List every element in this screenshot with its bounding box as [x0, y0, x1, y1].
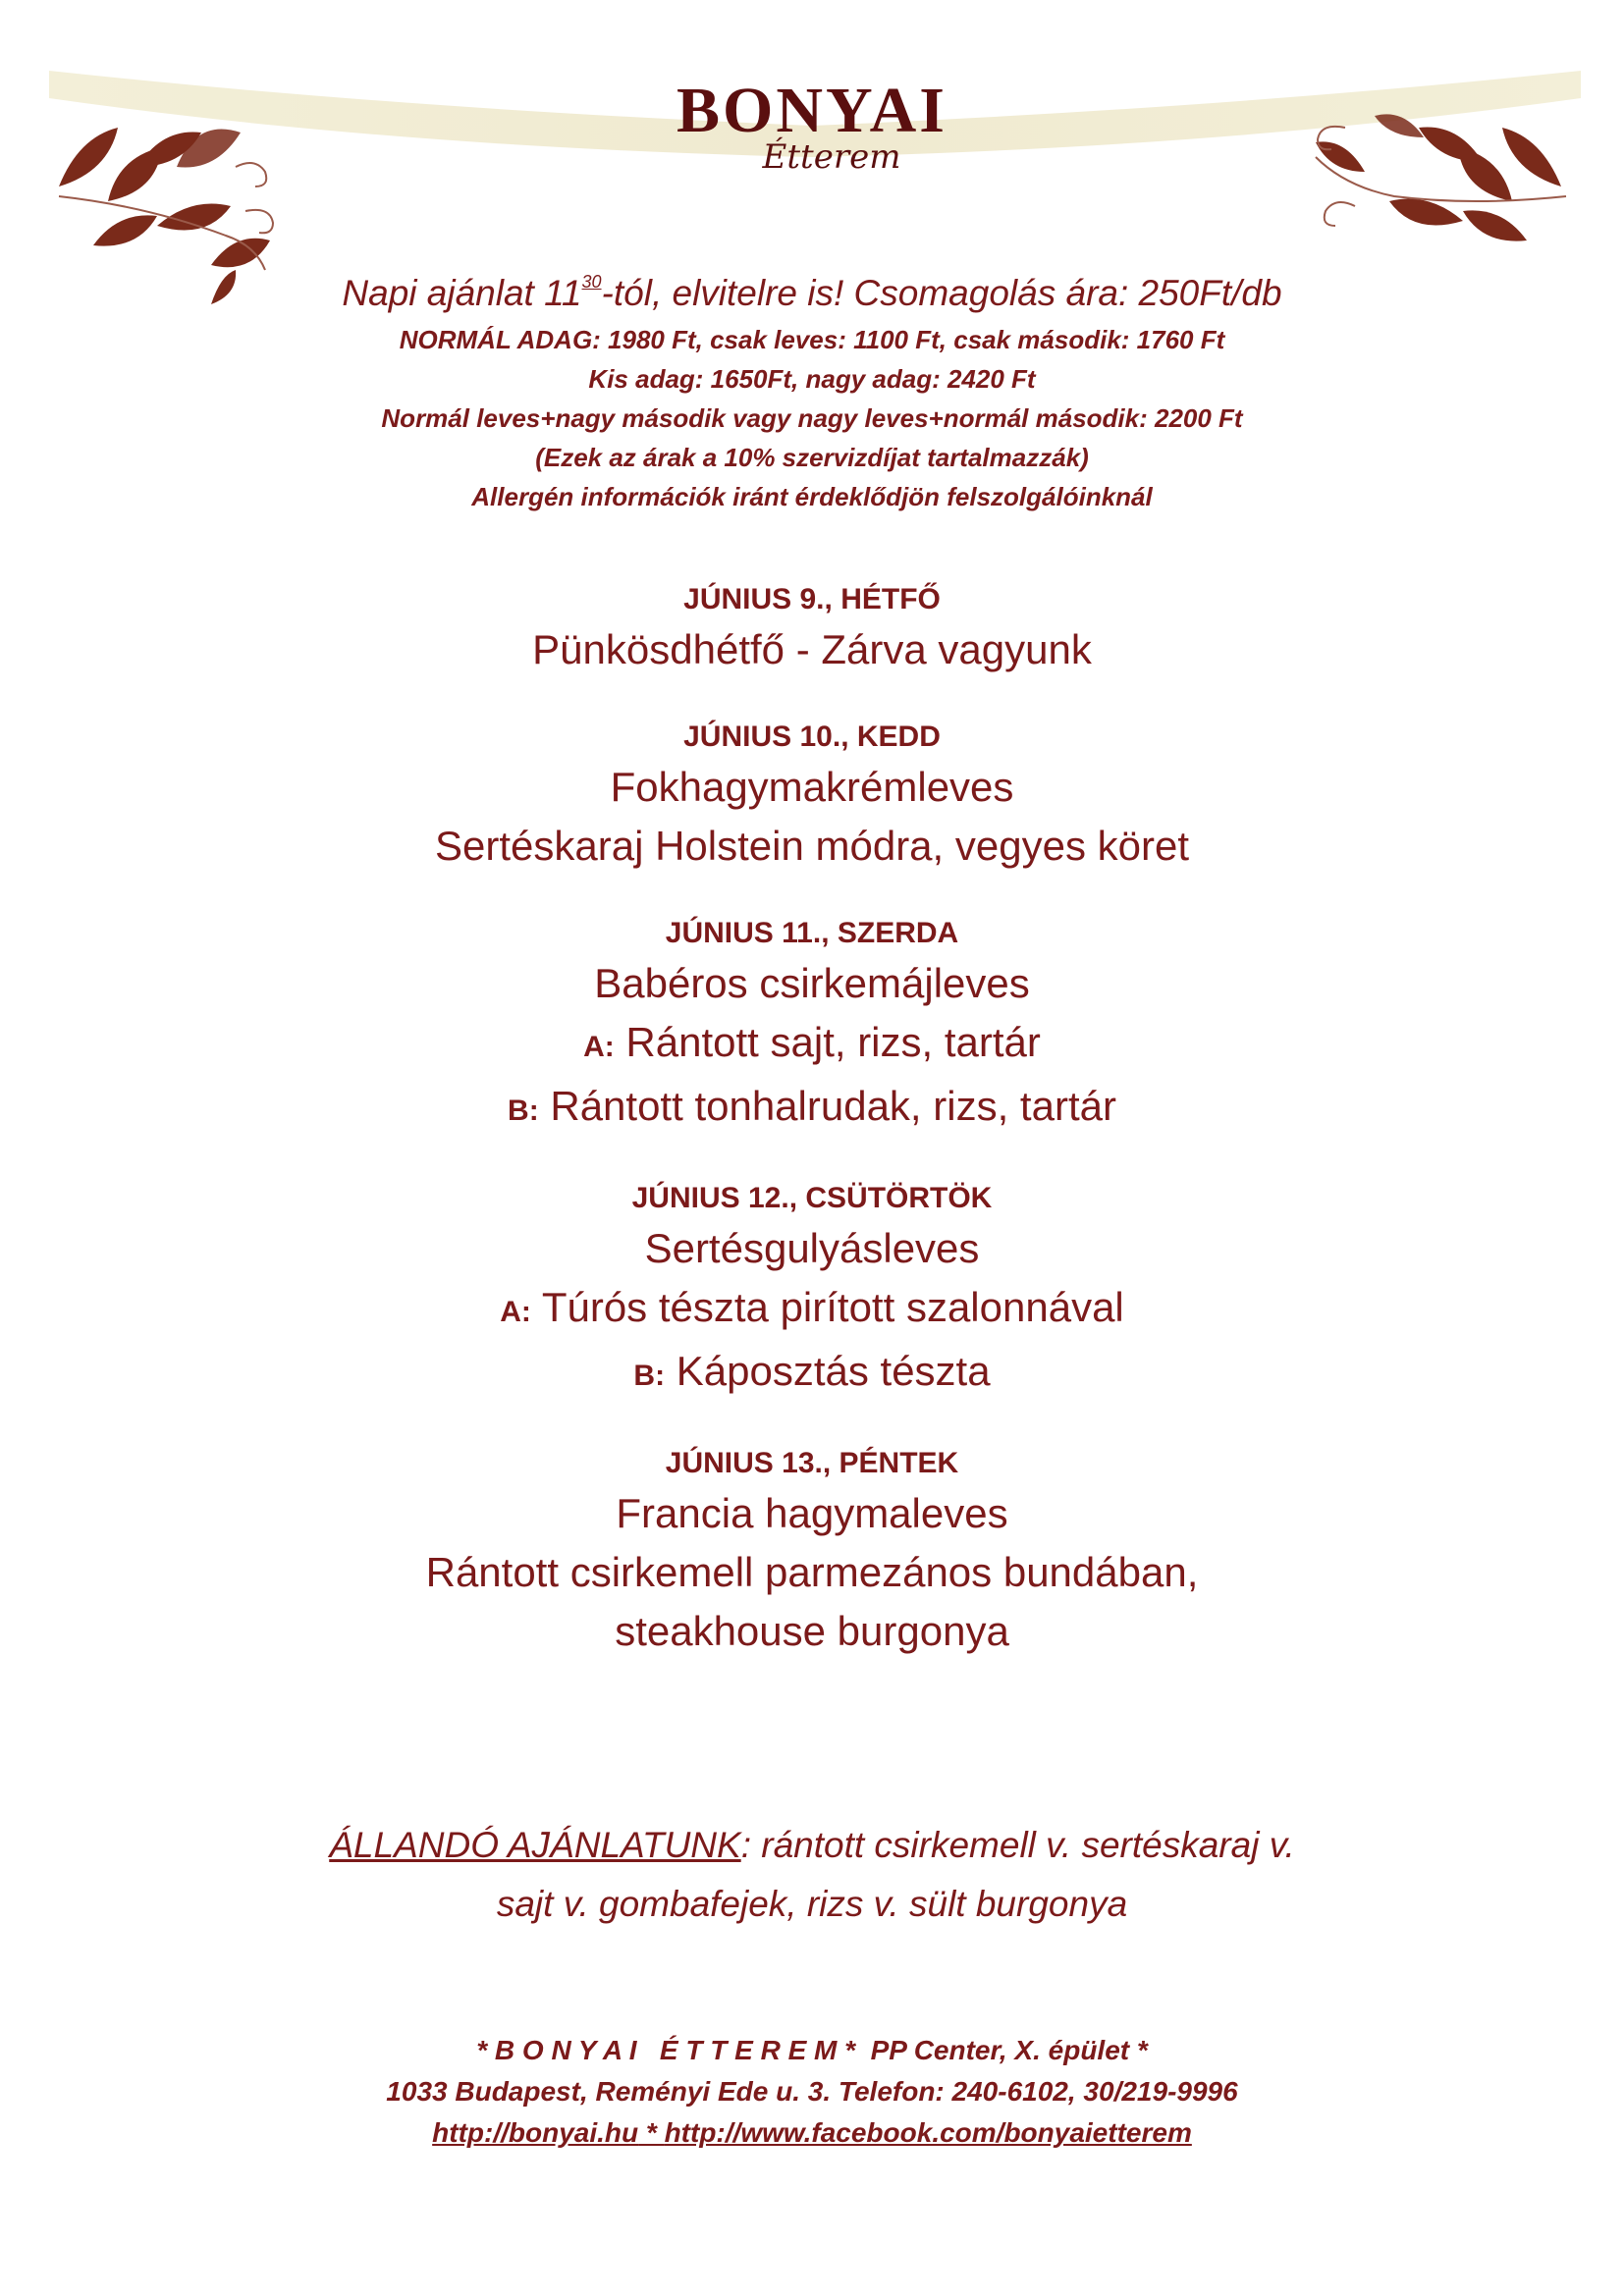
dish-text: Fokhagymakrémleves [610, 764, 1014, 810]
option-label: B: [508, 1095, 539, 1127]
day-section [0, 913, 1624, 1141]
weekly-menu [0, 579, 1624, 1698]
option-label: A: [583, 1031, 615, 1063]
dish-text: Sertéskaraj Holstein módra, vegyes köret [435, 823, 1189, 869]
dish-text: Francia hagymaleves [616, 1490, 1008, 1536]
footer-name-line: * B O N Y A I É T T E R E M * PP Center, X. épület * [476, 2035, 1148, 2065]
price-line: Normál leves+nagy második vagy nagy leves+normál második: 2200 Ft [381, 403, 1243, 433]
dish [0, 1219, 1624, 1278]
day-title: JÚNIUS 13., PÉNTEK [665, 1447, 959, 1479]
restaurant-subtitle: Étterem [762, 137, 901, 177]
footer [0, 2030, 1624, 2154]
dish-text: Túrós tészta pirított szalonnával [541, 1284, 1124, 1330]
logo [0, 77, 1624, 177]
day-section [0, 1443, 1624, 1661]
permanent-offer-text: : rántott csirkemell v. sertéskaraj v. [740, 1825, 1295, 1865]
day-title: JÚNIUS 11., SZERDA [665, 917, 959, 949]
dish [0, 1342, 1624, 1406]
daily-offer-intro [0, 267, 1624, 320]
dish [0, 1278, 1624, 1342]
price-line: NORMÁL ADAG: 1980 Ft, csak leves: 1100 Ft, csak második: 1760 Ft [399, 325, 1225, 354]
day-title: JÚNIUS 9., HÉTFŐ [683, 583, 941, 615]
dish-text: steakhouse burgonya [615, 1608, 1009, 1654]
facebook-link[interactable]: http://www.facebook.com/bonyaietterem [664, 2117, 1192, 2148]
day-section [0, 579, 1624, 679]
price-note: (Ezek az árak a 10% szervizdíjat tartalmazzák) [535, 443, 1089, 472]
intro-text-end: -tól, elvitelre is! Csomagolás ára: 250Ft/db [601, 273, 1282, 313]
price-line: Kis adag: 1650Ft, nagy adag: 2420 Ft [588, 364, 1036, 394]
footer-links [0, 2112, 1624, 2154]
option-label: B: [633, 1360, 666, 1392]
website-link[interactable]: http://bonyai.hu [432, 2117, 639, 2148]
intro-text-start: Napi ajánlat 11 [342, 273, 582, 313]
link-separator: * [638, 2117, 665, 2148]
day-section [0, 1178, 1624, 1406]
dish [0, 1077, 1624, 1141]
restaurant-name: BONYAI [677, 75, 947, 146]
dish-text: Rántott csirkemell parmezános bundában, [425, 1549, 1199, 1595]
intro-time-superscript: 30 [581, 272, 602, 292]
allergen-note: Allergén információk iránt érdeklődjön felszolgálóinknál [471, 482, 1153, 511]
day-title: JÚNIUS 12., CSÜTÖRTÖK [631, 1182, 993, 1214]
dish [0, 758, 1624, 817]
dish-text: Babéros csirkemájleves [594, 960, 1030, 1006]
dish [0, 620, 1624, 679]
dish-text: Pünkösdhétfő - Zárva vagyunk [532, 626, 1092, 672]
dish [0, 1602, 1624, 1661]
dish [0, 1013, 1624, 1077]
permanent-offer-line [0, 1816, 1624, 1875]
footer-address-line: 1033 Budapest, Reményi Ede u. 3. Telefon: 240-6102, 30/219-9996 [386, 2076, 1238, 2107]
day-title: JÚNIUS 10., KEDD [683, 721, 941, 753]
permanent-offer [0, 1816, 1624, 1934]
option-label: A: [500, 1296, 531, 1328]
dish [0, 954, 1624, 1013]
dish [0, 817, 1624, 876]
dish [0, 1543, 1624, 1602]
permanent-offer-label: ÁLLANDÓ AJÁNLATUNK [329, 1825, 741, 1865]
price-list [0, 320, 1624, 516]
dish-text: Káposztás tészta [676, 1348, 991, 1394]
dish [0, 1484, 1624, 1543]
dish-text: Sertésgulyásleves [644, 1225, 980, 1271]
permanent-offer-line: sajt v. gombafejek, rizs v. sült burgonya [496, 1884, 1128, 1924]
dish-text: Rántott tonhalrudak, rizs, tartár [550, 1083, 1116, 1129]
header-info [0, 267, 1624, 516]
dish-text: Rántott sajt, rizs, tartár [625, 1019, 1041, 1065]
day-section [0, 717, 1624, 876]
